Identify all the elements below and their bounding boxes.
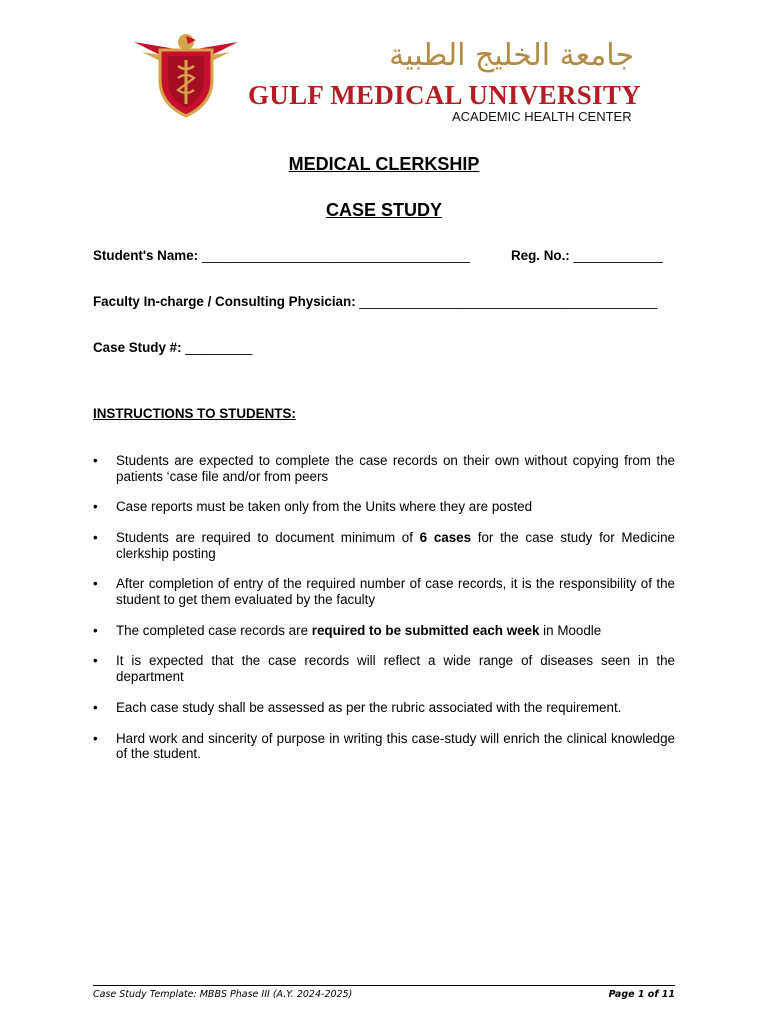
- item-text: After completion of entry of the required number of case records, it is the responsibility of the student to get them evaluated by the faculty: [116, 576, 675, 607]
- footer-divider: [93, 985, 675, 986]
- bullet-icon: •: [93, 622, 98, 638]
- list-item: [93, 653, 675, 684]
- list-item: [93, 576, 675, 607]
- instructions-heading: INSTRUCTIONS TO STUDENTS:: [93, 406, 296, 421]
- bullet-icon: •: [93, 530, 98, 546]
- item-text: Students are expected to complete the case records on their own without copying from the patients ‘case file and/or from peers: [116, 453, 675, 484]
- case-study-number-label: Case Study #:: [93, 340, 182, 355]
- list-item: [93, 453, 675, 484]
- university-name: GULF MEDICAL UNIVERSITY: [248, 80, 641, 110]
- bullet-icon: •: [93, 730, 98, 746]
- reg-no-field: [511, 248, 663, 263]
- item-emphasis: required to be submitted each week: [311, 622, 540, 638]
- bullet-icon: •: [93, 499, 98, 515]
- case-study-number-blank: _________: [185, 340, 253, 355]
- item-text: in Moodle: [539, 622, 602, 638]
- list-item: [93, 499, 675, 515]
- document-title: MEDICAL CLERKSHIP: [288, 154, 480, 174]
- item-emphasis: 6 cases: [419, 530, 472, 546]
- item-text: The completed case records are: [116, 622, 312, 638]
- university-subtitle: ACADEMIC HEALTH CENTER: [452, 109, 632, 124]
- list-item: [93, 530, 675, 561]
- student-name-label: Student's Name:: [93, 248, 199, 263]
- faculty-field: [93, 294, 657, 309]
- item-text: Each case study shall be assessed as per the rubric associated with the requirement.: [116, 699, 622, 715]
- list-item: [93, 731, 675, 762]
- bullet-icon: •: [93, 576, 98, 592]
- university-header: [130, 28, 640, 128]
- faculty-label: Faculty In-charge / Consulting Physician:: [93, 294, 356, 309]
- case-study-number-field: [93, 340, 252, 355]
- list-item: [93, 623, 675, 639]
- footer-document-label: Case Study Template: MBBS Phase III (A.Y. 2024-2025): [93, 989, 353, 1000]
- gmu-crest-icon: [130, 28, 242, 120]
- list-item: [93, 700, 675, 716]
- item-text: for the case study for Medicine clerkship posting: [116, 530, 675, 561]
- item-text: Students are required to document minimum of: [116, 530, 420, 546]
- bullet-icon: •: [93, 653, 98, 669]
- item-text: Case reports must be taken only from the Units where they are posted: [116, 499, 533, 515]
- reg-no-label: Reg. No.:: [511, 248, 570, 263]
- student-name-blank: ____________________________________: [201, 248, 470, 263]
- item-text: It is expected that the case records will reflect a wide range of diseases seen in the department: [116, 653, 675, 684]
- student-name-field: [93, 248, 470, 263]
- university-name-arabic: جامعة الخليج الطبية: [389, 38, 634, 73]
- faculty-blank: ________________________________________: [359, 294, 658, 309]
- item-text: Hard work and sincerity of purpose in writing this case-study will enrich the clinical knowledge of the student.: [116, 730, 675, 762]
- bullet-icon: •: [93, 453, 98, 468]
- instructions-list: [93, 453, 675, 777]
- bullet-icon: •: [93, 699, 98, 715]
- footer-page-number: Page 1 of 11: [608, 989, 675, 1000]
- document-subtitle: CASE STUDY: [325, 200, 442, 220]
- reg-no-blank: ____________: [573, 248, 663, 263]
